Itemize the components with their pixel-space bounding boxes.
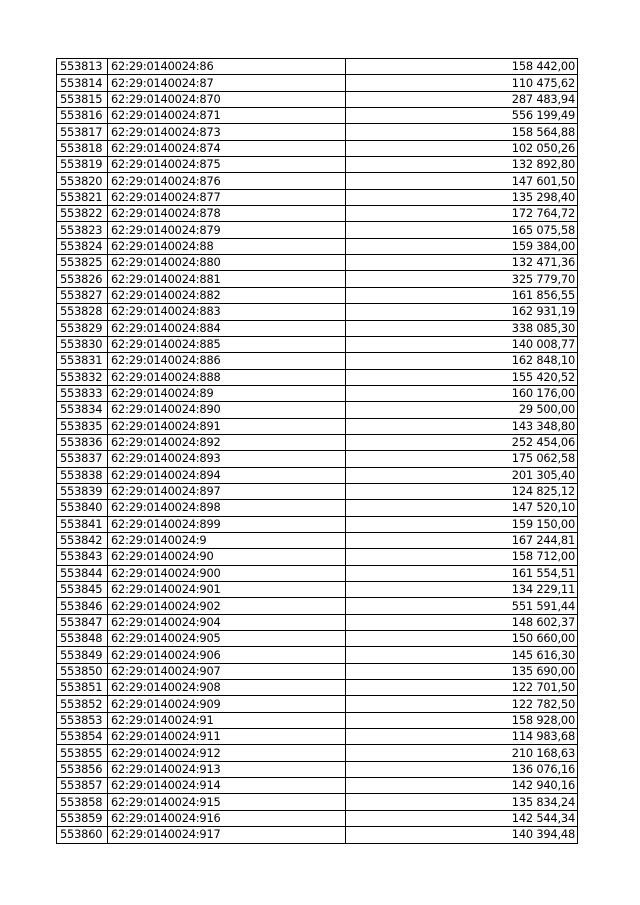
cadastral-number-cell: 62:29:0140024:913: [108, 761, 346, 777]
cadastral-number-cell: 62:29:0140024:871: [108, 108, 346, 124]
table-row: [57, 614, 578, 630]
row-number-cell: 553821: [57, 189, 108, 205]
cadastral-value-cell: 142 940,16: [346, 778, 578, 794]
row-number-cell: 553854: [57, 729, 108, 745]
cadastral-value-cell: 142 544,34: [346, 810, 578, 826]
cadastral-value-cell: 114 983,68: [346, 729, 578, 745]
cadastral-value-cell: 338 085,30: [346, 320, 578, 336]
cadastral-value-cell: 136 076,16: [346, 761, 578, 777]
cadastral-number-cell: 62:29:0140024:87: [108, 75, 346, 91]
cadastral-value-cell: 135 690,00: [346, 663, 578, 679]
row-number-cell: 553827: [57, 287, 108, 303]
table-row: [57, 418, 578, 434]
cadastral-value-cell: 175 062,58: [346, 451, 578, 467]
table-row: [57, 124, 578, 140]
row-number-cell: 553813: [57, 59, 108, 75]
row-number-cell: 553814: [57, 75, 108, 91]
cadastral-value-cell: 159 150,00: [346, 516, 578, 532]
cadastral-value-table: [56, 58, 578, 844]
row-number-cell: 553832: [57, 369, 108, 385]
cadastral-number-cell: 62:29:0140024:884: [108, 320, 346, 336]
row-number-cell: 553839: [57, 483, 108, 499]
cadastral-value-cell: 150 660,00: [346, 631, 578, 647]
cadastral-number-cell: 62:29:0140024:897: [108, 483, 346, 499]
row-number-cell: 553859: [57, 810, 108, 826]
table-row: [57, 451, 578, 467]
table-row: [57, 189, 578, 205]
cadastral-number-cell: 62:29:0140024:90: [108, 549, 346, 565]
row-number-cell: 553824: [57, 238, 108, 254]
cadastral-value-cell: 162 848,10: [346, 353, 578, 369]
cadastral-number-cell: 62:29:0140024:894: [108, 467, 346, 483]
cadastral-number-cell: 62:29:0140024:900: [108, 565, 346, 581]
table-row: [57, 778, 578, 794]
cadastral-number-cell: 62:29:0140024:881: [108, 271, 346, 287]
row-number-cell: 553849: [57, 647, 108, 663]
cadastral-number-cell: 62:29:0140024:873: [108, 124, 346, 140]
table-row: [57, 304, 578, 320]
table-row: [57, 238, 578, 254]
table-row: [57, 598, 578, 614]
cadastral-value-cell: 145 616,30: [346, 647, 578, 663]
row-number-cell: 553837: [57, 451, 108, 467]
cadastral-number-cell: 62:29:0140024:914: [108, 778, 346, 794]
cadastral-value-cell: 252 454,06: [346, 434, 578, 450]
row-number-cell: 553852: [57, 696, 108, 712]
row-number-cell: 553830: [57, 336, 108, 352]
row-number-cell: 553828: [57, 304, 108, 320]
cadastral-value-cell: 148 602,37: [346, 614, 578, 630]
row-number-cell: 553841: [57, 516, 108, 532]
cadastral-number-cell: 62:29:0140024:874: [108, 140, 346, 156]
cadastral-value-cell: 325 779,70: [346, 271, 578, 287]
table-row: [57, 320, 578, 336]
table-row: [57, 336, 578, 352]
cadastral-value-cell: 29 500,00: [346, 402, 578, 418]
row-number-cell: 553853: [57, 712, 108, 728]
cadastral-number-cell: 62:29:0140024:909: [108, 696, 346, 712]
table-row: [57, 206, 578, 222]
table-row: [57, 827, 578, 843]
cadastral-value-cell: 159 384,00: [346, 238, 578, 254]
row-number-cell: 553823: [57, 222, 108, 238]
table-row: [57, 369, 578, 385]
table-row: [57, 631, 578, 647]
cadastral-number-cell: 62:29:0140024:917: [108, 827, 346, 843]
row-number-cell: 553848: [57, 631, 108, 647]
cadastral-value-cell: 165 075,58: [346, 222, 578, 238]
cadastral-number-cell: 62:29:0140024:907: [108, 663, 346, 679]
row-number-cell: 553829: [57, 320, 108, 336]
table-row: [57, 222, 578, 238]
cadastral-number-cell: 62:29:0140024:915: [108, 794, 346, 810]
cadastral-number-cell: 62:29:0140024:901: [108, 582, 346, 598]
row-number-cell: 553817: [57, 124, 108, 140]
row-number-cell: 553845: [57, 582, 108, 598]
cadastral-number-cell: 62:29:0140024:875: [108, 157, 346, 173]
row-number-cell: 553860: [57, 827, 108, 843]
row-number-cell: 553857: [57, 778, 108, 794]
table-row: [57, 287, 578, 303]
cadastral-number-cell: 62:29:0140024:898: [108, 500, 346, 516]
cadastral-number-cell: 62:29:0140024:885: [108, 336, 346, 352]
cadastral-value-cell: 172 764,72: [346, 206, 578, 222]
row-number-cell: 553833: [57, 385, 108, 401]
row-number-cell: 553815: [57, 91, 108, 107]
cadastral-value-cell: 158 712,00: [346, 549, 578, 565]
cadastral-number-cell: 62:29:0140024:902: [108, 598, 346, 614]
row-number-cell: 553856: [57, 761, 108, 777]
table-row: [57, 108, 578, 124]
cadastral-number-cell: 62:29:0140024:886: [108, 353, 346, 369]
table-row: [57, 500, 578, 516]
cadastral-value-cell: 132 471,36: [346, 255, 578, 271]
cadastral-value-cell: 287 483,94: [346, 91, 578, 107]
cadastral-number-cell: 62:29:0140024:888: [108, 369, 346, 385]
cadastral-value-cell: 158 564,88: [346, 124, 578, 140]
row-number-cell: 553822: [57, 206, 108, 222]
row-number-cell: 553816: [57, 108, 108, 124]
cadastral-value-cell: 160 176,00: [346, 385, 578, 401]
row-number-cell: 553844: [57, 565, 108, 581]
cadastral-value-cell: 161 856,55: [346, 287, 578, 303]
cadastral-number-cell: 62:29:0140024:877: [108, 189, 346, 205]
cadastral-number-cell: 62:29:0140024:882: [108, 287, 346, 303]
cadastral-value-cell: 147 520,10: [346, 500, 578, 516]
row-number-cell: 553826: [57, 271, 108, 287]
table-row: [57, 663, 578, 679]
table-row: [57, 157, 578, 173]
table-row: [57, 173, 578, 189]
cadastral-number-cell: 62:29:0140024:9: [108, 532, 346, 548]
cadastral-number-cell: 62:29:0140024:890: [108, 402, 346, 418]
cadastral-value-cell: 124 825,12: [346, 483, 578, 499]
cadastral-value-cell: 551 591,44: [346, 598, 578, 614]
table-row: [57, 353, 578, 369]
cadastral-number-cell: 62:29:0140024:883: [108, 304, 346, 320]
table-row: [57, 402, 578, 418]
cadastral-number-cell: 62:29:0140024:870: [108, 91, 346, 107]
row-number-cell: 553834: [57, 402, 108, 418]
table-row: [57, 516, 578, 532]
cadastral-number-cell: 62:29:0140024:905: [108, 631, 346, 647]
table-row: [57, 729, 578, 745]
cadastral-number-cell: 62:29:0140024:904: [108, 614, 346, 630]
row-number-cell: 553851: [57, 680, 108, 696]
cadastral-value-cell: 162 931,19: [346, 304, 578, 320]
row-number-cell: 553835: [57, 418, 108, 434]
cadastral-number-cell: 62:29:0140024:86: [108, 59, 346, 75]
cadastral-value-cell: 167 244,81: [346, 532, 578, 548]
cadastral-number-cell: 62:29:0140024:88: [108, 238, 346, 254]
cadastral-value-cell: 210 168,63: [346, 745, 578, 761]
cadastral-number-cell: 62:29:0140024:879: [108, 222, 346, 238]
cadastral-value-cell: 158 442,00: [346, 59, 578, 75]
cadastral-value-cell: 140 008,77: [346, 336, 578, 352]
cadastral-number-cell: 62:29:0140024:876: [108, 173, 346, 189]
table-row: [57, 140, 578, 156]
cadastral-value-cell: 147 601,50: [346, 173, 578, 189]
cadastral-number-cell: 62:29:0140024:891: [108, 418, 346, 434]
row-number-cell: 553842: [57, 532, 108, 548]
table-row: [57, 745, 578, 761]
row-number-cell: 553840: [57, 500, 108, 516]
row-number-cell: 553858: [57, 794, 108, 810]
table-body: [57, 59, 578, 844]
row-number-cell: 553855: [57, 745, 108, 761]
row-number-cell: 553847: [57, 614, 108, 630]
cadastral-value-cell: 132 892,80: [346, 157, 578, 173]
table-row: [57, 680, 578, 696]
row-number-cell: 553818: [57, 140, 108, 156]
row-number-cell: 553836: [57, 434, 108, 450]
cadastral-number-cell: 62:29:0140024:892: [108, 434, 346, 450]
cadastral-number-cell: 62:29:0140024:911: [108, 729, 346, 745]
cadastral-value-cell: 135 834,24: [346, 794, 578, 810]
cadastral-value-cell: 122 701,50: [346, 680, 578, 696]
row-number-cell: 553825: [57, 255, 108, 271]
cadastral-value-cell: 135 298,40: [346, 189, 578, 205]
table-row: [57, 255, 578, 271]
cadastral-number-cell: 62:29:0140024:899: [108, 516, 346, 532]
table-row: [57, 91, 578, 107]
table-row: [57, 761, 578, 777]
row-number-cell: 553820: [57, 173, 108, 189]
row-number-cell: 553831: [57, 353, 108, 369]
cadastral-value-cell: 556 199,49: [346, 108, 578, 124]
row-number-cell: 553838: [57, 467, 108, 483]
table-row: [57, 467, 578, 483]
cadastral-value-cell: 143 348,80: [346, 418, 578, 434]
cadastral-number-cell: 62:29:0140024:89: [108, 385, 346, 401]
table-row: [57, 434, 578, 450]
cadastral-value-cell: 201 305,40: [346, 467, 578, 483]
cadastral-number-cell: 62:29:0140024:893: [108, 451, 346, 467]
row-number-cell: 553843: [57, 549, 108, 565]
table-row: [57, 549, 578, 565]
table-row: [57, 59, 578, 75]
table-row: [57, 712, 578, 728]
table-row: [57, 75, 578, 91]
cadastral-number-cell: 62:29:0140024:906: [108, 647, 346, 663]
cadastral-number-cell: 62:29:0140024:878: [108, 206, 346, 222]
table-row: [57, 794, 578, 810]
table-row: [57, 696, 578, 712]
cadastral-value-cell: 122 782,50: [346, 696, 578, 712]
table-row: [57, 582, 578, 598]
cadastral-value-cell: 158 928,00: [346, 712, 578, 728]
table-row: [57, 271, 578, 287]
cadastral-value-cell: 110 475,62: [346, 75, 578, 91]
cadastral-value-cell: 161 554,51: [346, 565, 578, 581]
table-row: [57, 647, 578, 663]
cadastral-value-cell: 155 420,52: [346, 369, 578, 385]
row-number-cell: 553850: [57, 663, 108, 679]
cadastral-value-cell: 140 394,48: [346, 827, 578, 843]
cadastral-number-cell: 62:29:0140024:916: [108, 810, 346, 826]
row-number-cell: 553846: [57, 598, 108, 614]
table-row: [57, 385, 578, 401]
cadastral-number-cell: 62:29:0140024:91: [108, 712, 346, 728]
table-row: [57, 483, 578, 499]
cadastral-number-cell: 62:29:0140024:908: [108, 680, 346, 696]
cadastral-number-cell: 62:29:0140024:880: [108, 255, 346, 271]
table-row: [57, 810, 578, 826]
cadastral-value-cell: 102 050,26: [346, 140, 578, 156]
cadastral-number-cell: 62:29:0140024:912: [108, 745, 346, 761]
row-number-cell: 553819: [57, 157, 108, 173]
table-row: [57, 565, 578, 581]
table-row: [57, 532, 578, 548]
cadastral-value-cell: 134 229,11: [346, 582, 578, 598]
